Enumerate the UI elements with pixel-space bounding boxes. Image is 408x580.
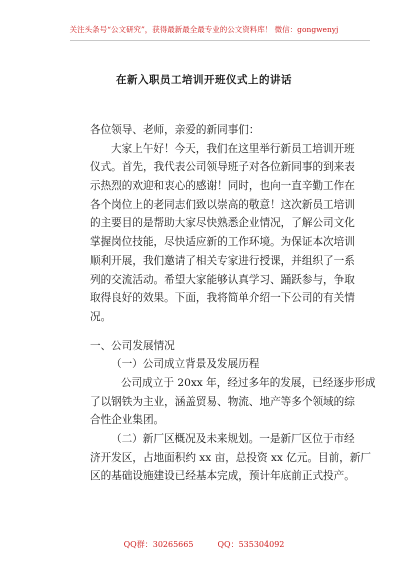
body-line: 大家上午好！今天，我们在这里举行新员工培训开班 — [111, 142, 355, 155]
body-line: 况。 — [90, 310, 112, 323]
body-line: 了以钢铁为主业，涵盖贸易、物流、地产等多个领域的综 — [90, 395, 355, 408]
contact-footer — [0, 539, 408, 550]
body-line: 的主要目的是帮助大家尽快熟悉企业情况，了解公司文化 — [90, 217, 355, 230]
subsection-heading: （一）公司成立背景及发展历程 — [111, 358, 260, 371]
qq-contact-label: QQ：535304092 — [217, 540, 285, 549]
body-line: 仪式。首先，我代表公司领导班子对各位新同事的到来表 — [90, 161, 355, 174]
body-line: 各个岗位上的老同志们致以崇高的敬意！这次新员工培训 — [90, 198, 355, 211]
body-line: 掌握岗位技能，尽快适应新的工作环境。为保证本次培训 — [90, 236, 355, 249]
body-line: （二）新厂区概况及未来规划。一是新厂区位于市经 — [111, 433, 355, 445]
body-line: 公司成立于 20xx 年，经过多年的发展，已经逐步形成 — [121, 376, 376, 389]
body-line: 合性企业集团。 — [90, 414, 165, 427]
promo-banner: 关注头条号“公文研究”，获得最新最全最专业的公文资料库！ 微信：gongwenyj — [69, 25, 339, 34]
salutation: 各位领导、老师，亲爱的新同事们： — [90, 124, 260, 136]
section-heading: 一、公司发展情况 — [90, 339, 175, 352]
body-line: 济开发区，占地面积约 xx 亩，总投资 xx 亿元。目前，新厂 — [90, 451, 372, 464]
body-line: 列的交流活动。希望大家能够认真学习、踊跃参与，争取 — [90, 273, 355, 286]
document-body — [90, 121, 376, 486]
body-line: 示热烈的欢迎和衷心的感谢！同时，也向一直辛勤工作在 — [90, 180, 355, 193]
body-line: 取得良好的效果。下面，我将简单介绍一下公司的有关情 — [90, 292, 355, 305]
qq-group-label: QQ群：30265665 — [123, 540, 194, 549]
body-line: 顺利开展，我们邀请了相关专家进行授课，并组织了一系 — [90, 254, 355, 267]
header-divider — [70, 40, 370, 41]
document-title: 在新入职员工培训开班仪式上的讲话 — [116, 74, 292, 86]
body-line: 区的基础设施建设已经基本完成，预计年底前正式投产。 — [90, 470, 355, 483]
